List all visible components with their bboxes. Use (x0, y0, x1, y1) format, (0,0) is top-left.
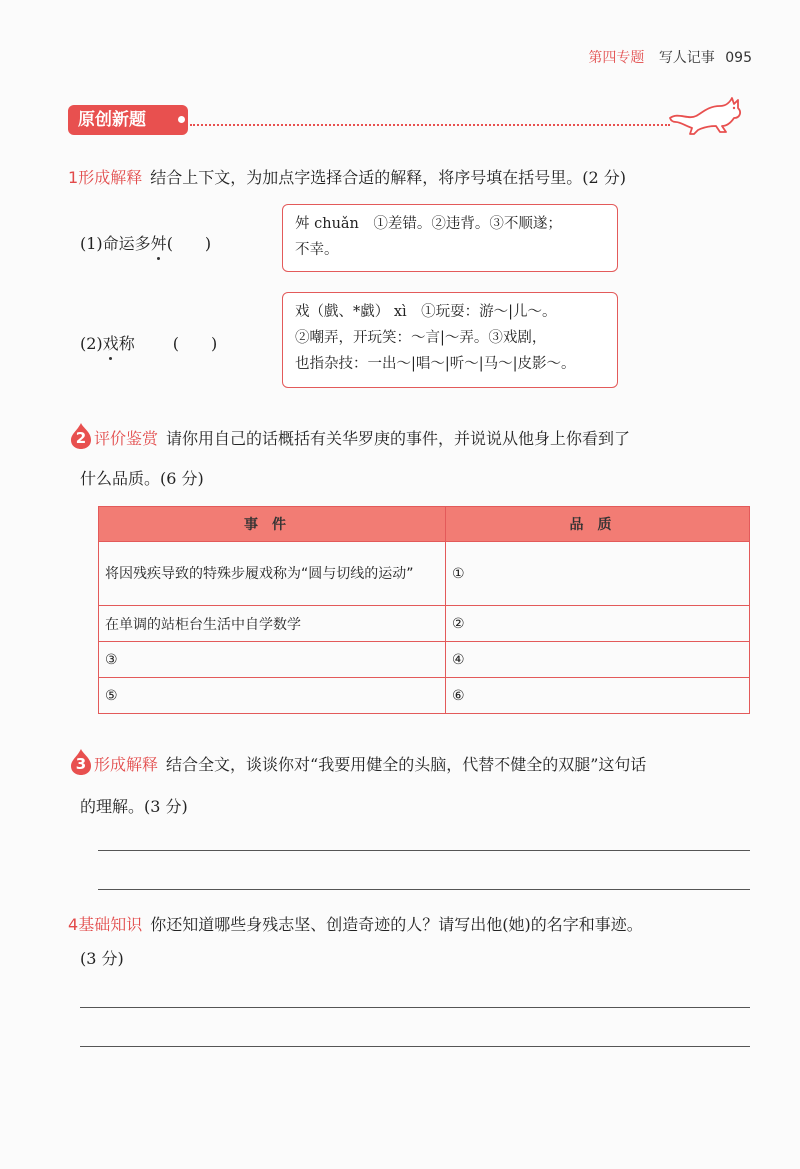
table-row (99, 542, 750, 606)
table-cell-event[interactable]: ⑤ (99, 678, 446, 714)
answer-line[interactable] (80, 1007, 750, 1008)
q3-text-line-2: 的理解。(3 分) (80, 797, 188, 816)
q4-title (68, 912, 643, 935)
table-row (99, 606, 750, 642)
q3-title (70, 748, 646, 776)
q1-item-1 (80, 231, 211, 254)
q1-item-1-dotted-char: 舛 (150, 234, 167, 253)
q1-item-2 (80, 331, 217, 354)
answer-line[interactable] (98, 850, 750, 851)
q3-number-badge (70, 748, 92, 776)
q1-item-2-blank[interactable]: ( ) (172, 334, 218, 353)
table-cell-quality[interactable]: ② (446, 606, 750, 642)
page-number: 095 (725, 50, 752, 66)
q1-item-2-label-pre: (2) (80, 334, 103, 353)
q1-title (68, 165, 626, 188)
q3-tag: 形成解释 (94, 755, 159, 774)
table-header-row (99, 507, 750, 542)
q1-tag: 形成解释 (78, 168, 143, 187)
banner-dot (178, 116, 185, 123)
q2-title (70, 422, 630, 450)
q3-text-line-1: 结合全文，谈谈你对“我要用健全的头脑，代替不健全的双腿”这句话 (166, 755, 647, 774)
def-1-line-1: 舛 chuǎn ①差错。②违背。③不顺遂； (295, 216, 562, 232)
q4-text-line-1: 你还知道哪些身残志坚、创造奇迹的人？请写出他(她)的名字和事迹。 (150, 915, 643, 934)
answer-line[interactable] (98, 889, 750, 890)
q2-text-line-2: 什么品质。(6 分) (80, 469, 204, 488)
def-2-line-3: 也指杂技：一出～|唱～|听～|马～|皮影～。 (295, 356, 576, 372)
table-row (99, 678, 750, 714)
table-cell-event: 在单调的站柜台生活中自学数学 (99, 606, 446, 642)
table-header-quality: 品质 (446, 507, 750, 542)
q1-item-2-dotted-char: 戏 (102, 334, 119, 353)
q2-text-line-1: 请你用自己的话概括有关华罗庚的事件，并说说从他身上你看到了 (166, 429, 631, 448)
q2-tag: 评价鉴赏 (94, 429, 159, 448)
q1-item-1-label: (1)命运多 (80, 234, 151, 253)
table-cell-quality[interactable]: ④ (446, 642, 750, 678)
table-cell-quality[interactable]: ⑥ (446, 678, 750, 714)
q2-number-badge (70, 422, 92, 450)
def-2-line-1: 戏（戲、*戱） xì ①玩耍：游～|儿～。 (295, 304, 557, 320)
q1-text: 结合上下文，为加点字选择合适的解释，将序号填在括号里。(2 分) (150, 168, 626, 187)
q4-number: 4 (68, 915, 79, 934)
q1-definition-box-1 (282, 204, 618, 272)
q1-definition-box-2 (282, 292, 618, 388)
page-header (588, 47, 752, 67)
section-banner: 原创新题 (68, 105, 188, 135)
q1-item-2-label-post: 称 (118, 334, 135, 353)
header-chapter: 写人记事 (658, 50, 715, 66)
q2-number: 2 (75, 429, 87, 447)
q1-number: 1 (68, 168, 79, 187)
table-cell-quality[interactable]: ① (446, 542, 750, 606)
answer-line[interactable] (80, 1046, 750, 1047)
q2-table (98, 506, 750, 714)
table-header-event: 事件 (99, 507, 446, 542)
q4-text-line-2: (3 分) (80, 949, 124, 968)
def-1-line-2: 不幸。 (295, 242, 339, 258)
q4-tag: 基础知识 (78, 915, 143, 934)
banner-dotted-line (190, 124, 670, 126)
cat-icon (668, 96, 744, 136)
table-cell-event: 将因残疾导致的特殊步履戏称为“圆与切线的运动” (99, 542, 446, 606)
header-section: 第四专题 (588, 50, 645, 66)
table-cell-event[interactable]: ③ (99, 642, 446, 678)
table-row (99, 642, 750, 678)
q3-number: 3 (75, 755, 87, 773)
def-2-line-2: ②嘲弄，开玩笑：～言|～弄。③戏剧， (295, 330, 547, 346)
q1-item-1-blank[interactable]: ( ) (166, 234, 212, 253)
